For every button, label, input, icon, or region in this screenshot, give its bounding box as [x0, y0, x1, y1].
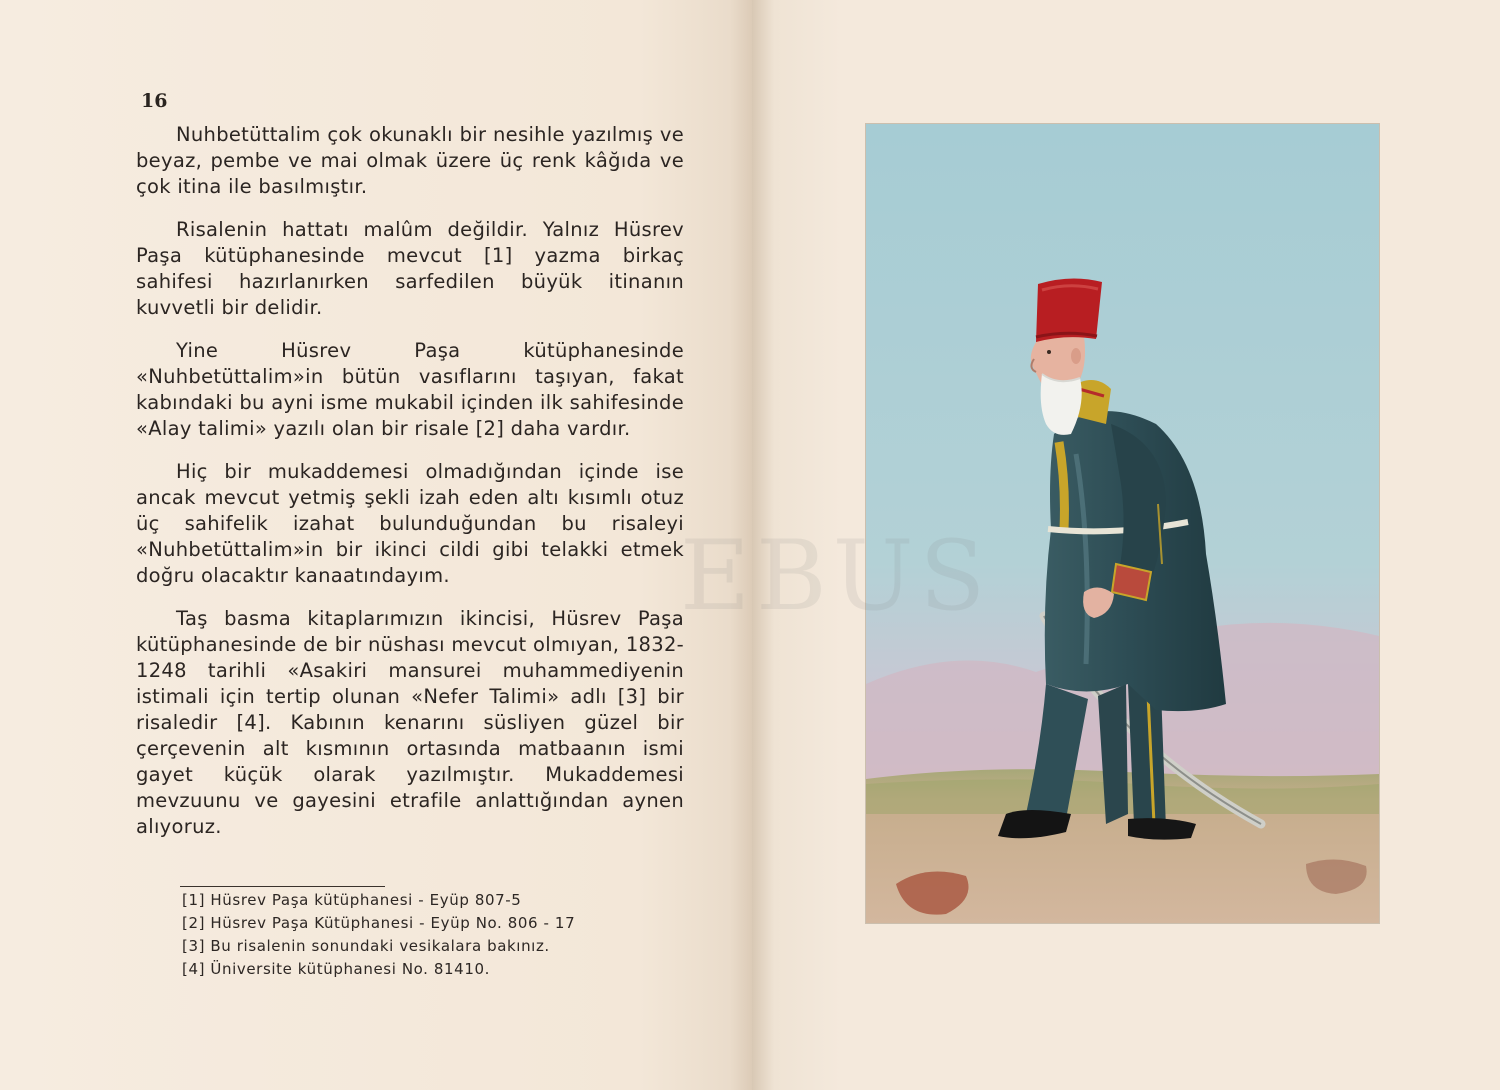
footnote: [1] Hüsrev Paşa kütüphanesi - Eyüp 807-5 — [182, 891, 522, 909]
footnote: [2] Hüsrev Paşa Kütüphanesi - Eyüp No. 806 - 17 — [182, 914, 576, 932]
paragraph: Yine Hüsrev Paşa kütüphanesinde «Nuhbetüttalim»in bütün vasıflarını taşıyan, fakat kabındaki bu ayni isme mukabil içinden ilk sahifesinde «Alay talimi» yazılı olan bir risale [2] daha vardır. — [136, 339, 684, 440]
paragraph: Nuhbetüttalim çok okunaklı bir nesihle yazılmış ve beyaz, pembe ve mai olmak üzere üç renk kâğıda ve çok itina ile basılmıştır. — [136, 123, 684, 198]
paragraph: Risalenin hattatı malûm değildir. Yalnız Hüsrev Paşa kütüphanesinde mevcut [1] yazma birkaç sahifesi hazırlanırken sarfedilen büyük itinanın kuvvetli bir delidir. — [136, 218, 684, 319]
footnote: [3] Bu risalenin sonundaki vesikalara bakınız. — [182, 937, 550, 955]
page-number: 16 — [141, 90, 168, 112]
footnote: [4] Üniversite kütüphanesi No. 81410. — [182, 960, 490, 978]
paragraph: Hiç bir mukaddemesi olmadığından içinde ise ancak mevcut yetmiş şekli izah eden altı kısımlı otuz üç sahifelik izahat bulunduğundan bu risaleyi «Nuhbetüttalim»in bir ikinci cildi gibi telakki etmek doğru olacaktır kanaatındayım. — [136, 460, 684, 587]
footnote-divider — [180, 886, 385, 887]
body-text — [136, 122, 684, 857]
footnotes — [182, 889, 702, 981]
paragraph: Taş basma kitaplarımızın ikincisi, Hüsrev Paşa kütüphanesinde de bir nüshası mevcut olmıyan, 1832-1248 tarihli «Asakiri mansurei muhammediyenin istimali için tertip olunan «Nefer Talimi» adlı [3] bir risaledir [4]. Kabının kenarını süsliyen güzel bir çerçevenin alt kısmının ortasında matbaanın ismi gayet küçük olarak yazılmıştır. Mukaddemesi mevzuunu ve gayesini etrafile anlattığından aynen alıyoruz. — [136, 607, 684, 838]
watermark: EBUS — [680, 520, 992, 632]
